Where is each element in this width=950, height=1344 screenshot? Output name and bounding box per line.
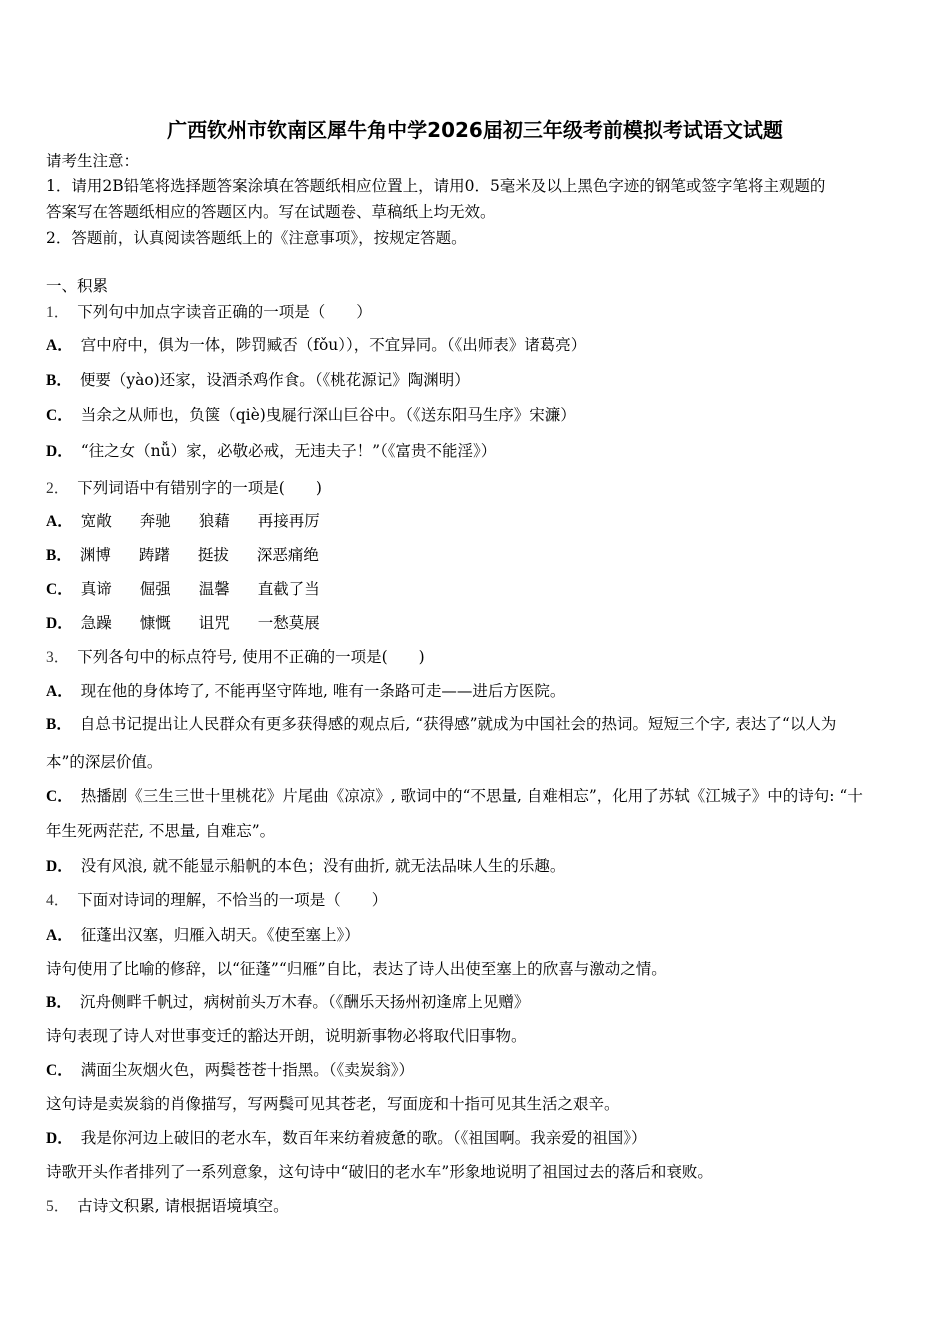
option-label: B． <box>46 716 72 733</box>
option-label: D． <box>46 443 73 460</box>
notice-line: 答案写在答题纸相应的答题区内。写在试题卷、草稿纸上均无效。 <box>46 203 496 221</box>
option-text: 征蓬出汉塞，归雁入胡天。《使至塞上》） <box>80 926 360 944</box>
question-stem: 下面对诗词的理解，不恰当的一项是（ ） <box>77 891 388 909</box>
option-label: A． <box>46 927 73 944</box>
option-label: D． <box>46 1130 73 1147</box>
option-label: D． <box>46 615 73 632</box>
option-explanation: 这句诗是卖炭翁的肖像描写，写两鬓可见其苍老，写面庞和十指可见其生活之艰辛。 <box>46 1095 620 1113</box>
word: 狼藉 <box>198 512 230 530</box>
word: 渊博 <box>79 546 111 564</box>
word: 慷慨 <box>139 614 171 632</box>
option-label: B． <box>46 372 72 389</box>
word: 深恶痛绝 <box>256 546 319 564</box>
question-5 <box>46 1196 289 1217</box>
option-label: A． <box>46 513 73 530</box>
question-number: 4． <box>46 892 70 909</box>
option-b <box>46 545 319 566</box>
section-heading: 一、积累 <box>46 277 109 295</box>
option-text: 宫中府中，俱为一体，陟罚臧否（fǒu）），不宜异同。（《出师表》诸葛亮） <box>80 336 587 354</box>
option-text: 没有风浪, 就不能显示船帆的本色；没有曲折, 就无法品味人生的乐趣。 <box>80 857 566 875</box>
question-stem: 下列句中加点字读音正确的一项是（ ） <box>77 303 372 321</box>
option-text: 自总书记提出让人民群众有更多获得感的观点后, “获得感”就成为中国社会的热词。短短三个字, 表达了“以人为 <box>79 715 837 733</box>
option-explanation: 诗句使用了比喻的修辞，以“征蓬”“归雁”自比，表达了诗人出使至塞上的欣喜与激动之情。 <box>46 960 667 978</box>
option-label: A． <box>46 683 73 700</box>
word: 挺拔 <box>197 546 229 564</box>
option-c <box>46 579 320 600</box>
question-stem: 下列各句中的标点符号, 使用不正确的一项是( ) <box>77 648 425 666</box>
question-number: 1． <box>46 304 70 321</box>
word: 一愁莫展 <box>257 614 320 632</box>
option-b <box>46 992 529 1013</box>
option-a <box>46 925 360 946</box>
option-text: 当余之从师也，负箧（qiè)曳屣行深山巨谷中。（《送东阳马生序》宋濂） <box>80 406 576 424</box>
option-text: “往之女（nǚ）家，必敬必戒，无违夫子！”（《富贵不能淫》） <box>80 442 497 460</box>
option-text: 我是你河边上破旧的老水车，数百年来纺着疲惫的歌。（《祖国啊。我亲爱的祖国》） <box>80 1129 647 1147</box>
option-label: C． <box>46 407 73 424</box>
option-c <box>46 1060 414 1081</box>
option-d <box>46 613 320 634</box>
option-text: 满面尘灰烟火色，两鬓苍苍十指黑。（《卖炭翁》） <box>80 1061 414 1079</box>
question-stem: 下列词语中有错别字的一项是( ) <box>77 479 322 497</box>
option-label: B． <box>46 994 72 1011</box>
option-b <box>46 714 836 735</box>
option-label: A． <box>46 337 73 354</box>
option-d <box>46 856 565 877</box>
option-a <box>46 511 320 532</box>
option-text-cont: 年生死两茫茫, 不思量, 自难忘”。 <box>46 822 276 840</box>
word: 宽敞 <box>80 512 112 530</box>
option-label: D． <box>46 858 73 875</box>
question-1 <box>46 302 372 323</box>
option-d <box>46 441 496 462</box>
question-4 <box>46 890 387 911</box>
option-text: 便要（yào)还家，设酒杀鸡作食。（《桃花源记》陶渊明） <box>79 371 470 389</box>
option-explanation: 诗句表现了诗人对世事变迁的豁达开朗，说明新事物必将取代旧事物。 <box>46 1027 527 1045</box>
question-number: 5． <box>46 1198 70 1215</box>
word: 奔驰 <box>139 512 171 530</box>
word: 直截了当 <box>257 580 320 598</box>
notice-line: 1．请用2B铅笔将选择题答案涂填在答题纸相应位置上，请用0．5毫米及以上黑色字迹的钢笔或签字笔将主观题的 <box>46 177 826 195</box>
option-text: 沉舟侧畔千帆过，病树前头万木春。（《酬乐天扬州初逢席上见赠》 <box>79 993 530 1011</box>
option-d <box>46 1128 646 1149</box>
question-stem: 古诗文积累, 请根据语境填空。 <box>77 1197 289 1215</box>
notice-line: 2．答题前，认真阅读答题纸上的《注意事项》，按规定答题。 <box>46 229 467 247</box>
word: 真谛 <box>80 580 112 598</box>
option-text-cont: 本”的深层价值。 <box>46 753 163 771</box>
word: 再接再厉 <box>257 512 320 530</box>
option-text: 热播剧《三生三世十里桃花》片尾曲《凉凉》, 歌词中的“不思量, 自难相忘”，化用了苏轼《江城子》中的诗句: “十 <box>80 787 863 805</box>
word: 急躁 <box>80 614 112 632</box>
option-c <box>46 786 863 807</box>
question-3 <box>46 647 425 668</box>
word: 诅咒 <box>198 614 230 632</box>
word: 倔强 <box>139 580 171 598</box>
option-label: C． <box>46 788 73 805</box>
question-number: 3． <box>46 649 70 666</box>
notice-heading: 请考生注意： <box>46 152 140 170</box>
option-label: C． <box>46 581 73 598</box>
option-label: C． <box>46 1062 73 1079</box>
option-label: B． <box>46 547 72 564</box>
option-b <box>46 370 470 391</box>
question-number: 2． <box>46 480 70 497</box>
option-text: 现在他的身体垮了, 不能再坚守阵地, 唯有一条路可走——进后方医院。 <box>80 682 566 700</box>
option-explanation: 诗歌开头作者排列了一系列意象，这句诗中“破旧的老水车”形象地说明了祖国过去的落后和衰败。 <box>46 1163 713 1181</box>
option-c <box>46 405 576 426</box>
option-a <box>46 335 586 356</box>
word: 踌躇 <box>138 546 170 564</box>
question-2 <box>46 478 322 499</box>
page-title: 广西钦州市钦南区犀牛角中学2026届初三年级考前模拟考试语文试题 <box>167 118 783 142</box>
word: 温馨 <box>198 580 230 598</box>
option-a <box>46 681 565 702</box>
